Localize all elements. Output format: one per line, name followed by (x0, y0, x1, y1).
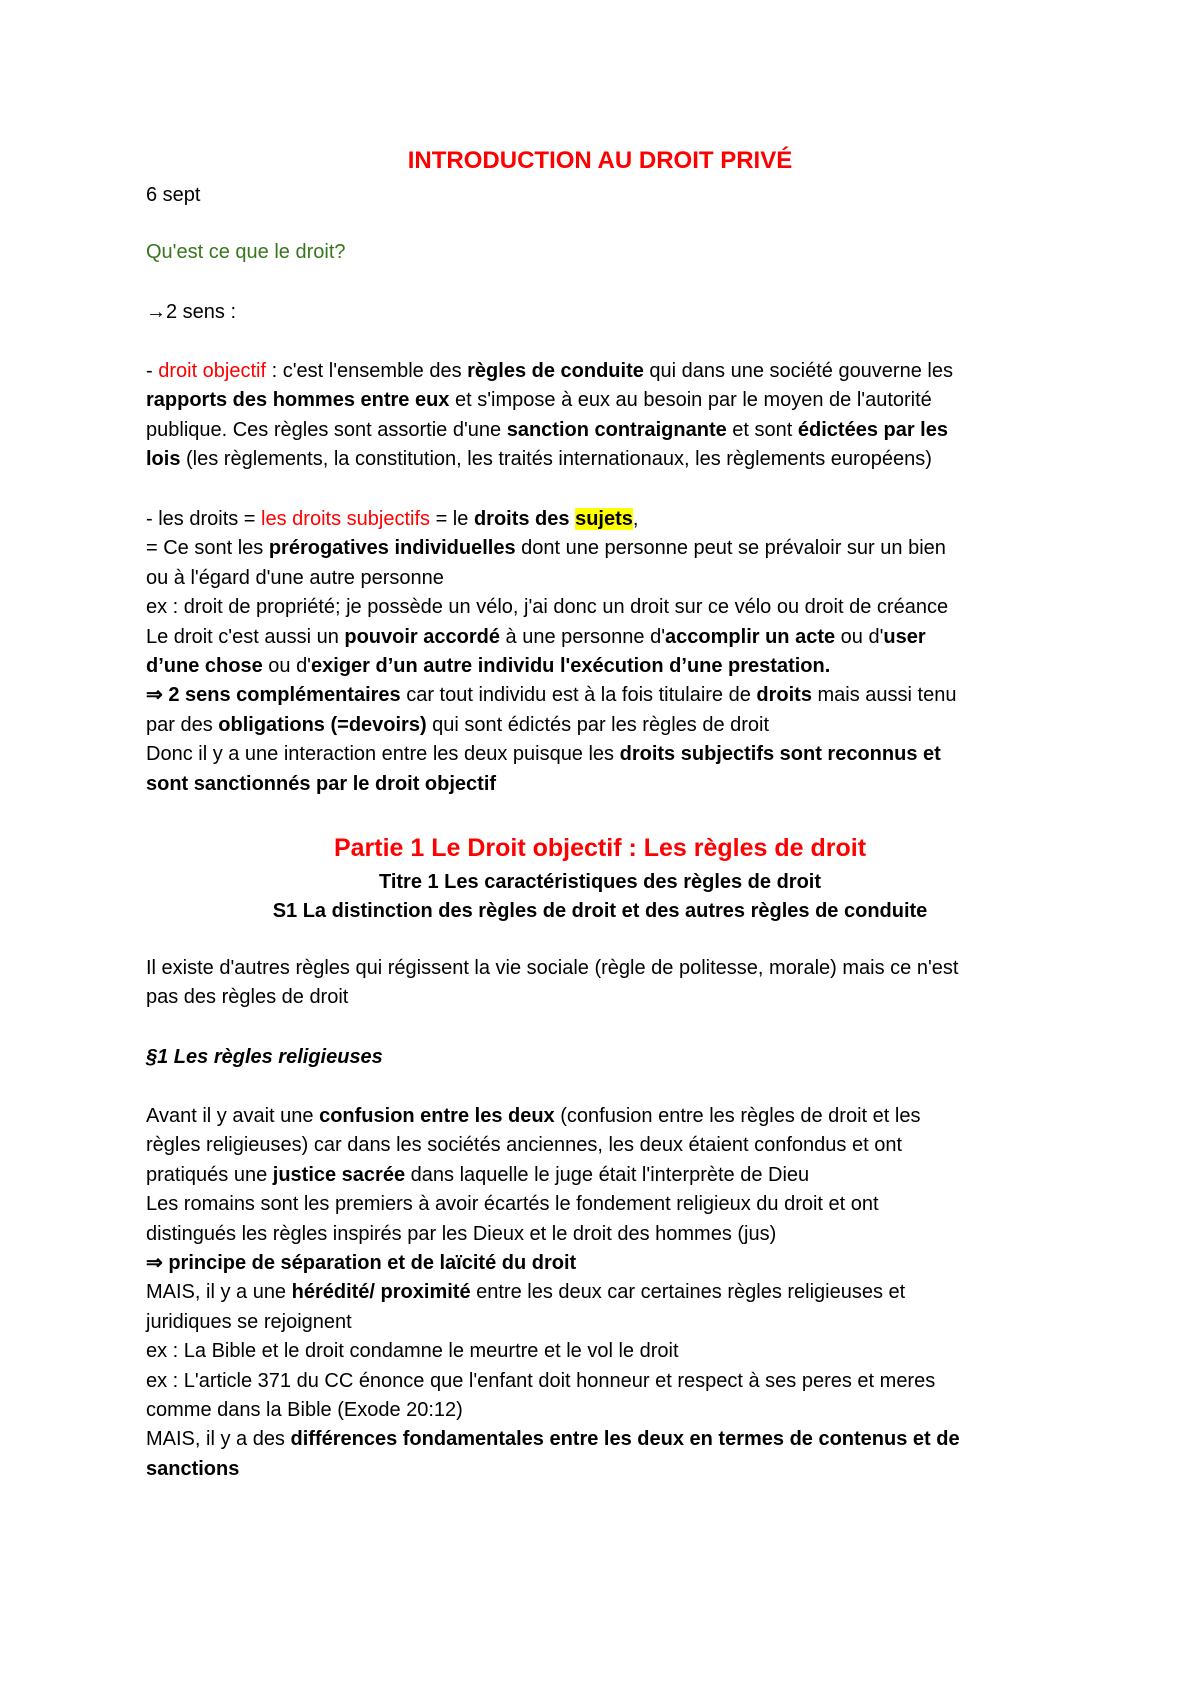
paragraph-line: pratiqués une justice sacrée dans laquelle le juge était l'interprète de Dieu (146, 1163, 810, 1186)
paragraph-line: d’une chose ou d'exiger d’un autre individu l'exécution d’une prestation. (146, 654, 831, 677)
paragraph-line: comme dans la Bible (Exode 20:12) (146, 1398, 463, 1421)
section-regles-religieuses-heading: §1 Les règles religieuses (146, 1046, 383, 1068)
titre-heading: Titre 1 Les caractéristiques des règles de droit (378, 871, 822, 893)
highlighted-term: sujets (575, 508, 633, 530)
paragraph-line: ex : droit de propriété; je possède un vélo, j'ai donc un droit sur ce vélo ou droit de créance (146, 596, 949, 619)
paragraph-droit-objectif (146, 357, 1066, 475)
paragraph-autres-regles (146, 954, 1066, 1013)
paragraph-line: Avant il y avait une confusion entre les deux (confusion entre les règles de droit et les (146, 1105, 921, 1127)
paragraph-line: ou à l'égard d'une autre personne (146, 566, 444, 589)
term-droits-subjectifs: les droits subjectifs (261, 508, 431, 530)
paragraph-line: MAIS, il y a une hérédité/ proximité entre les deux car certaines règles religieuses et (146, 1281, 906, 1304)
date-text: 6 sept (146, 184, 201, 206)
paragraph-line: sanctions (146, 1457, 240, 1480)
paragraph-line: Donc il y a une interaction entre les deux puisque les droits subjectifs sont reconnus et (146, 743, 941, 766)
paragraph-line: pas des règles de droit (146, 986, 349, 1009)
question-heading: Qu'est ce que le droit? (146, 241, 346, 263)
paragraph-line: lois (les règlements, la constitution, les traités internationaux, les règlements européens) (146, 448, 932, 471)
paragraph-line: sont sanctionnés par le droit objectif (146, 772, 497, 795)
sens-intro: →2 sens : (146, 301, 237, 323)
paragraph-regles-religieuses (146, 1102, 1066, 1484)
paragraph-line: publique. Ces règles sont assortie d'une sanction contraignante et sont édictées par les (146, 418, 948, 441)
paragraph-line: Le droit c'est aussi un pouvoir accordé à une personne d'accomplir un acte ou d'user (146, 625, 926, 648)
section-s1-heading: S1 La distinction des règles de droit et des autres règles de conduite (272, 900, 928, 922)
paragraph-line: ex : La Bible et le droit condamne le meurtre et le vol le droit (146, 1340, 679, 1363)
partie-heading: Partie 1 Le Droit objectif : Les règles de droit (333, 834, 867, 862)
paragraph-line: - les droits = les droits subjectifs = le droits des sujets, (146, 508, 639, 530)
paragraph-line: Il existe d'autres règles qui régissent la vie sociale (règle de politesse, morale) mais ce n'est (146, 957, 959, 979)
paragraph-line: = Ce sont les prérogatives individuelles dont une personne peut se prévaloir sur un bien (146, 537, 946, 560)
paragraph-line: rapports des hommes entre eux et s'impose à eux au besoin par le moyen de l'autorité (146, 389, 932, 412)
paragraph-line: ⇒ principe de séparation et de laïcité du droit (146, 1251, 577, 1274)
paragraph-line: juridiques se rejoignent (146, 1310, 352, 1333)
paragraph-line: distingués les règles inspirés par les Dieux et le droit des hommes (jus) (146, 1222, 777, 1245)
paragraph-line: règles religieuses) car dans les sociétés anciennes, les deux étaient confondus et ont (146, 1134, 903, 1157)
paragraph-line: MAIS, il y a des différences fondamentales entre les deux en termes de contenus et de (146, 1428, 960, 1451)
paragraph-droits-subjectifs (146, 505, 1066, 799)
paragraph-line: - droit objectif : c'est l'ensemble des règles de conduite qui dans une société gouverne les (146, 360, 953, 382)
document-title: INTRODUCTION AU DROIT PRIVÉ (407, 147, 793, 174)
paragraph-line: Les romains sont les premiers à avoir écartés le fondement religieux du droit et ont (146, 1193, 879, 1216)
paragraph-line: ex : L'article 371 du CC énonce que l'enfant doit honneur et respect à ses peres et meres (146, 1369, 936, 1392)
paragraph-line: par des obligations (=devoirs) qui sont édictés par les règles de droit (146, 713, 770, 736)
term-droit-objectif: droit objectif (158, 360, 267, 382)
paragraph-line: ⇒ 2 sens complémentaires car tout individu est à la fois titulaire de droits mais aussi tenu (146, 684, 957, 707)
